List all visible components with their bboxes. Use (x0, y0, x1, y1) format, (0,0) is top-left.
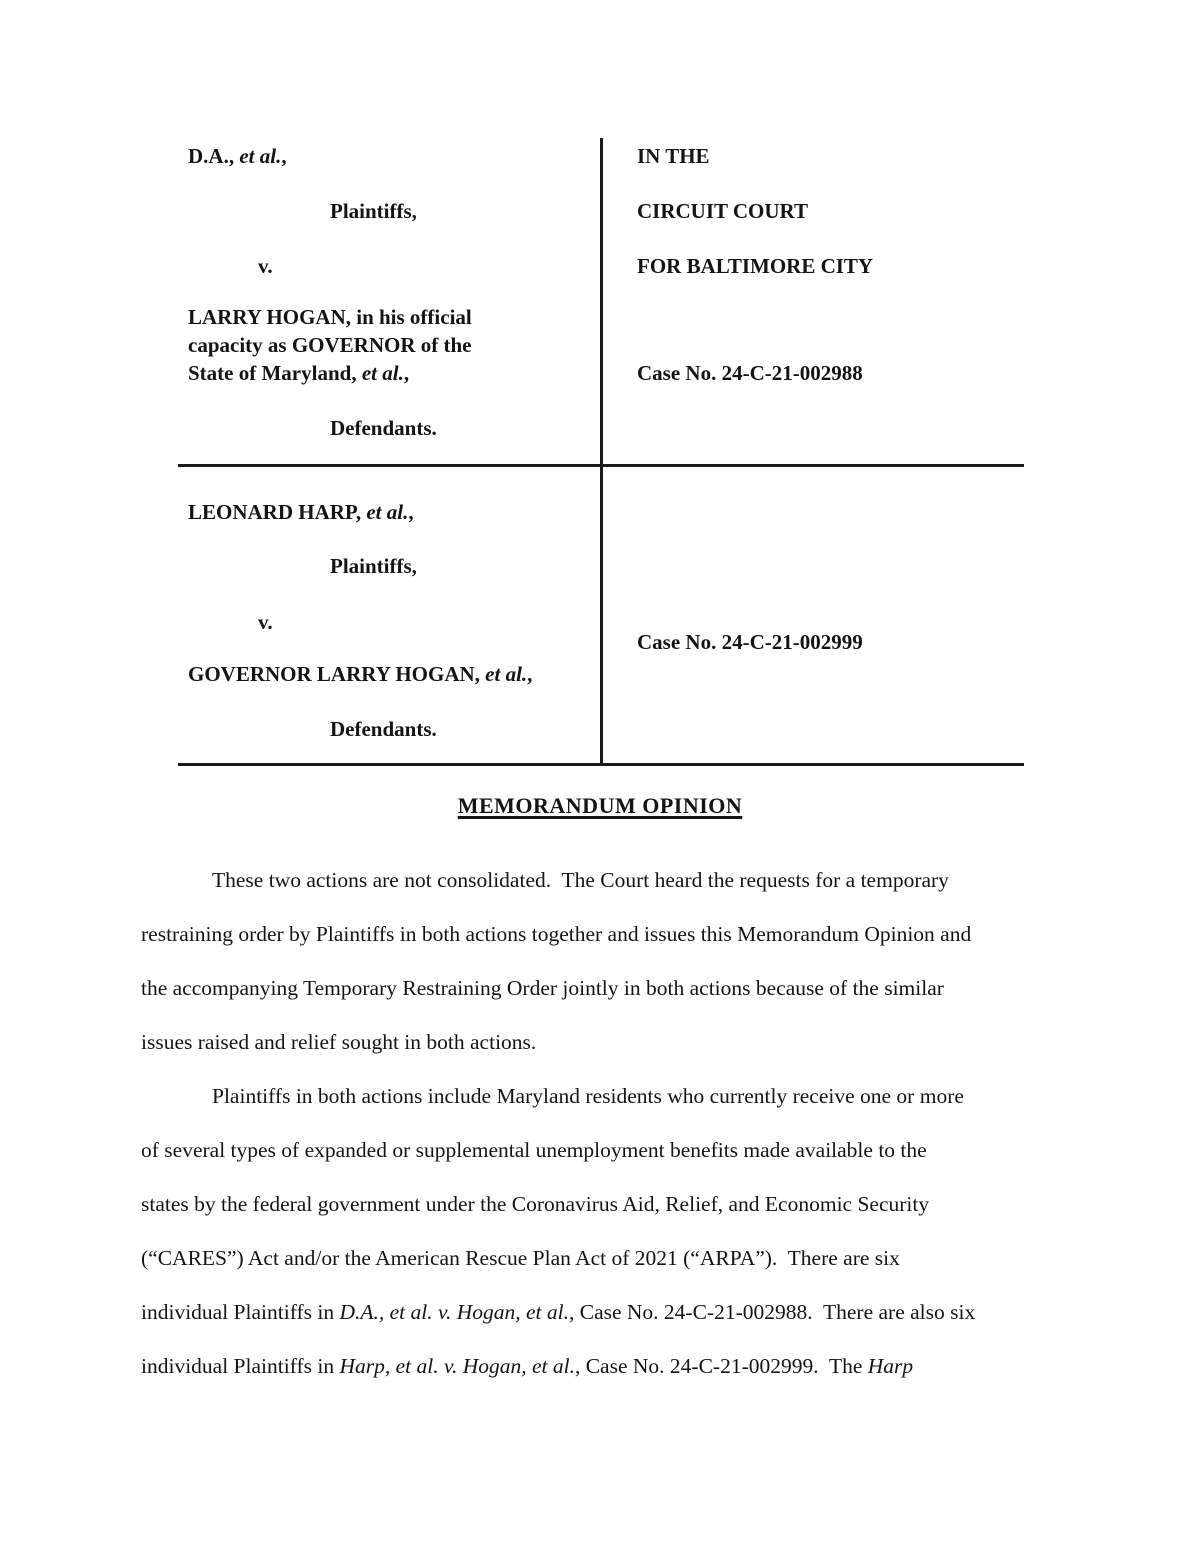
case1-defendant-line-3 (188, 359, 600, 387)
paragraph2-line1 (141, 1069, 1081, 1123)
case-caption-table (178, 138, 1024, 766)
paragraph2-line2 (141, 1123, 1081, 1177)
text-segment: et al. (239, 144, 282, 168)
case2-plaintiff-name (188, 498, 600, 526)
caption-row-case2 (178, 467, 1024, 766)
text-segment: individual Plaintiffs in (141, 1354, 340, 1378)
case1-defendant-line-2 (188, 331, 600, 359)
text-segment: These two actions are not consolidated. The Court heard the requests for a temporary (212, 868, 949, 892)
case1-parties-cell (178, 138, 603, 464)
paragraph2-line4 (141, 1231, 1081, 1285)
text-segment: et al. (366, 500, 409, 524)
text-segment: , Case No. 24-C-21-002999. The (574, 1354, 868, 1378)
paragraph2-line6 (141, 1339, 1081, 1393)
text-segment: capacity as GOVERNOR of the (188, 333, 472, 357)
case2-defendants-label: Defendants. (330, 717, 437, 741)
court-line-3: FOR BALTIMORE CITY (637, 254, 874, 278)
case2-court-cell (603, 467, 1024, 763)
text-segment: D.A., (188, 144, 240, 168)
text-segment: , (408, 500, 414, 524)
text-segment: restraining order by Plaintiffs in both actions together and issues this Memorandum Opinion and (141, 922, 972, 946)
case1-defendant-name (188, 303, 600, 387)
paragraph1-line4 (141, 1015, 1081, 1069)
text-segment: individual Plaintiffs in (141, 1300, 340, 1324)
paragraph2-line5 (141, 1285, 1081, 1339)
text-segment: issues raised and relief sought in both actions. (141, 1030, 537, 1054)
text-segment: states by the federal government under the Coronavirus Aid, Relief, and Economic Security (141, 1192, 930, 1216)
text-segment: , (403, 361, 410, 385)
text-segment: (“CARES”) Act and/or the American Rescue Plan Act of 2021 (“ARPA”). There are six (141, 1246, 900, 1270)
text-segment: Plaintiffs in both actions include Maryland residents who currently receive one or more (212, 1084, 964, 1108)
opinion-body (141, 832, 1081, 1393)
case2-versus-label: v. (258, 610, 273, 634)
case1-plaintiffs-label: Plaintiffs, (330, 199, 417, 223)
text-segment: et al. (485, 662, 528, 686)
paragraph2-line3 (141, 1177, 1081, 1231)
text-segment: , (281, 144, 287, 168)
text-segment: , Case No. 24-C-21-002988. There are also six (568, 1300, 976, 1324)
case2-defendant-name (188, 660, 600, 688)
case1-defendant-line-1 (188, 303, 600, 331)
paragraph1-line3 (141, 961, 1081, 1015)
case2-parties-cell (178, 467, 603, 763)
text-segment: the accompanying Temporary Restraining Order jointly in both actions because of the similar (141, 976, 944, 1000)
text-segment: , (527, 662, 533, 686)
case1-defendants-label: Defendants. (330, 416, 437, 440)
text-segment: D.A., et al. v. Hogan, et al. (339, 1300, 569, 1324)
text-segment: LEONARD HARP, (188, 500, 367, 524)
case1-plaintiff-name (188, 142, 600, 170)
memorandum-opinion-heading: MEMORANDUM OPINION (457, 793, 743, 818)
court-line-1: IN THE (637, 144, 710, 168)
case2-plaintiffs-label: Plaintiffs, (330, 554, 417, 578)
text-segment: LARRY HOGAN, in his official (188, 305, 472, 329)
court-line-2: CIRCUIT COURT (637, 199, 808, 223)
case1-court-cell (603, 138, 1024, 464)
text-segment: GOVERNOR LARRY HOGAN, (188, 662, 486, 686)
text-segment: et al. (361, 361, 404, 385)
text-segment: Harp (867, 1354, 914, 1378)
case1-versus-label: v. (258, 254, 273, 278)
case2-case-number: Case No. 24-C-21-002999 (637, 630, 863, 654)
text-segment: Harp, et al. v. Hogan, et al. (339, 1354, 575, 1378)
text-segment: of several types of expanded or supplemental unemployment benefits made available to the (141, 1138, 927, 1162)
text-segment: State of Maryland, (188, 361, 362, 385)
paragraph1-line1 (141, 853, 1081, 907)
caption-row-case1 (178, 138, 1024, 467)
case1-case-number: Case No. 24-C-21-002988 (637, 361, 863, 385)
paragraph1-line2 (141, 907, 1081, 961)
